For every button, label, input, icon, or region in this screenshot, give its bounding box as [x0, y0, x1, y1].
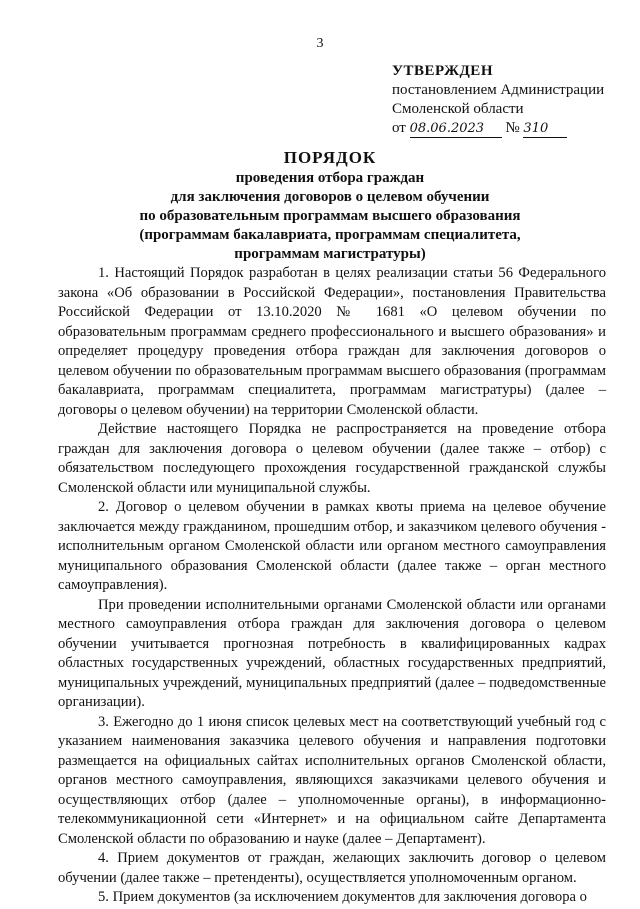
paragraph-2-note: При проведении исполнительными органами Смоленской области или органами местного самоуправления отбора граждан для заключения договора о целевом обучении учитывается прогнозная потребность в квалифицированных кадрах областных государственных учреждений, областных государственных предприятий, муниципальных учреждений, муниципальных предприятий (далее – подведомственные организации). — [58, 596, 606, 710]
number-prefix: № — [505, 120, 520, 136]
title-line: (программам бакалавриата, программам специалитета, — [139, 227, 521, 243]
handwritten-date: 08.06.2023 — [410, 121, 502, 138]
paragraph-2: 2. Договор о целевом обучении в рамках квоты приема на целевое обучение заключается между гражданином, прошедшим отбор, и заказчиком целевого обучения - исполнительным органом Смоленской области или органом местного самоуправления муниципального образования Смоленской области (далее также – орган местного самоуправления). — [58, 499, 606, 593]
document-body — [58, 264, 606, 908]
paragraph-1-note: Действие настоящего Порядка не распространяется на проведение отбора граждан для заключения договора о целевом обучении (далее также – отбор) с обязательством последующего прохождения государственной гражданской службы Смоленской области или муниципальной службы. — [58, 421, 606, 496]
paragraph-3: 3. Ежегодно до 1 июня список целевых мест на соответствующий учебный год с указанием наименования заказчика целевого обучения и направления подготовки размещается на официальных сайтах исполнительных органов Смоленской области, органов местного самоуправления, являющихся заказчиками целевого обучения и осуществляющих отбор (далее – уполномоченные органы), в информационно-телекоммуникационной сети «Интернет» и на официальном сайте Департамента Смоленской области по образованию и науке (далее – Департамент). — [58, 713, 606, 847]
date-prefix: от — [392, 120, 406, 136]
approval-date-row — [392, 119, 632, 138]
approval-line-2: Смоленской области — [392, 101, 524, 117]
handwritten-number: 310 — [523, 121, 567, 138]
title-line: для заключения договоров о целевом обучении — [170, 189, 490, 205]
paragraph-5: 5. Прием документов (за исключением документов для заключения договора о — [98, 889, 587, 905]
paragraph-4: 4. Прием документов от граждан, желающих заключить договор о целевом обучении (далее также – претенденты), осуществляется уполномоченным органом. — [58, 850, 606, 886]
approval-line-1: постановлением Администрации — [392, 82, 605, 98]
title-main: ПОРЯДОК — [283, 148, 377, 167]
approval-title: УТВЕРЖДЕН — [392, 63, 493, 79]
paragraph-1: 1. Настоящий Порядок разработан в целях реализации статьи 56 Федерального закона «Об образовании в Российской Федерации», постановления Правительства Российской Федерации от 13.10.2020 № 1681 «О целевом обучении по образовательным программам среднего профессионального и высшего образования» и определяет процедуру проведения отбора граждан для заключения договоров о целевом обучении по образовательным программам высшего образования (программам бакалавриата, программам специалитета, программам магистратуры) (далее – договоры о целевом обучении) на территории Смоленской области. — [58, 265, 606, 418]
title-line: по образовательным программам высшего образования — [139, 208, 521, 224]
document-title — [40, 148, 620, 264]
title-line: проведения отбора граждан — [235, 170, 425, 186]
page-number: 3 — [316, 36, 324, 51]
approval-block — [392, 62, 632, 138]
title-line: программам магистратуры) — [234, 246, 426, 262]
